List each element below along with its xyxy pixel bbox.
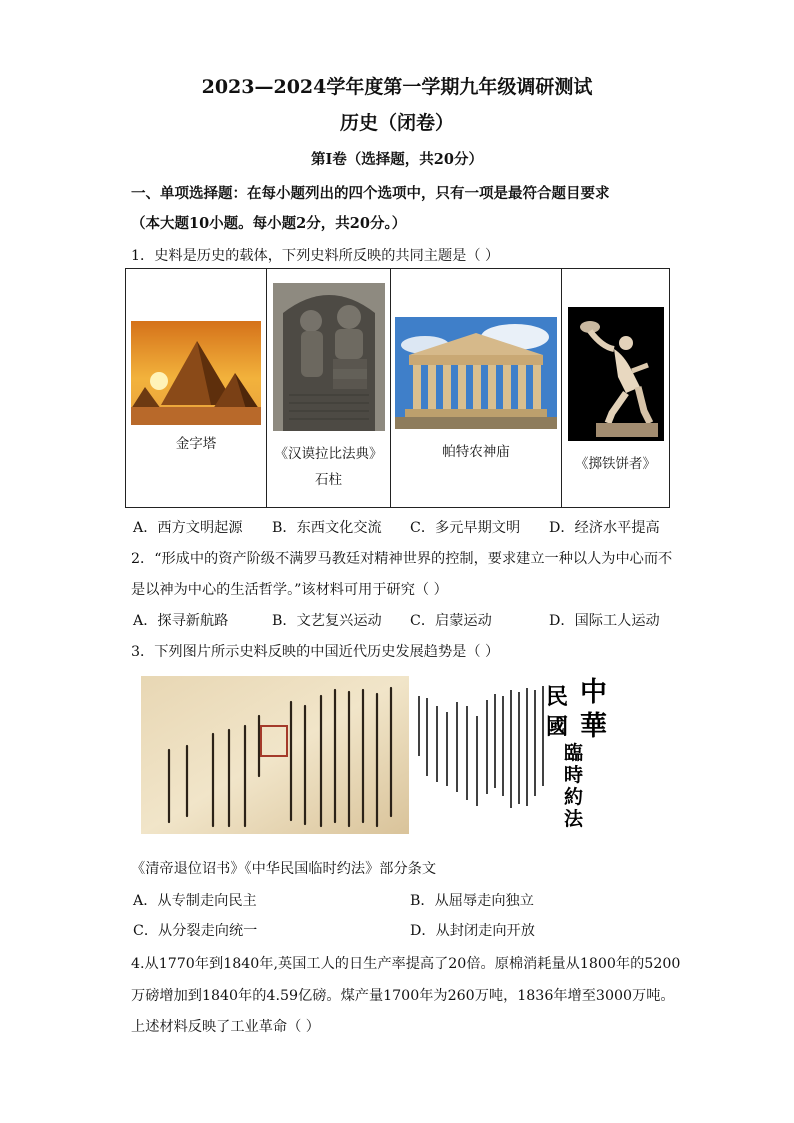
q1-caption-3: 帕特农神庙 [442, 444, 510, 460]
q2-option-d: D．国际工人运动 [549, 613, 660, 629]
q1-option-c: C．多元早期文明 [410, 520, 521, 536]
parthenon-image [395, 317, 557, 429]
hammurabi-stele-image [273, 283, 385, 431]
q2-option-c: C．启蒙运动 [410, 613, 492, 629]
q1-caption-2: 《汉谟拉比法典》 [274, 446, 383, 462]
q1-caption-2b: 石柱 [315, 472, 342, 488]
exam-title: 2023—2024学年度第一学期九年级调研测试 [201, 76, 593, 98]
q4-stem-line1: 4.从1770年到1840年,英国工人的日生产率提高了20倍。原棉消耗量从1800年的5200 [131, 956, 681, 972]
q2-option-a: A．探寻新航路 [133, 613, 229, 629]
section-instruction-line1: 一、单项选择题：在每小题列出的四个选项中，只有一项是最符合题目要求 [131, 185, 610, 202]
q3-document-images [141, 676, 611, 834]
constitution-subtitle: 臨時約法 [564, 742, 584, 830]
q3-option-a: A．从专制走向民主 [133, 893, 257, 909]
q1-caption-4: 《掷铁饼者》 [575, 456, 656, 472]
q1-caption-1: 金字塔 [175, 436, 217, 452]
q2-stem-line1: 2．“形成中的资产阶级不满罗马教廷对精神世界的控制，要求建立一种以人为中心而不 [131, 551, 673, 567]
pyramid-image [131, 321, 261, 425]
exam-part: 第Ⅰ卷（选择题，共20分） [311, 151, 483, 168]
q1-option-b: B．东西文化交流 [272, 520, 382, 536]
q1-figure-hammurabi [267, 269, 391, 508]
q3-image-caption: 《清帝退位诏书》《中华民国临时约法》部分条文 [131, 861, 437, 877]
q1-figure-parthenon [391, 269, 562, 508]
q3-stem: 3．下列图片所示史料反映的中国近代历史发展趋势是（ ） [131, 644, 500, 660]
q2-stem-line2: 是以神为中心的生活哲学。”该材料可用于研究（ ） [131, 582, 448, 598]
q3-option-b: B．从屈辱走向独立 [410, 893, 534, 909]
q1-figure-table [125, 268, 670, 508]
q3-option-c: C．从分裂走向统一 [133, 923, 258, 939]
q3-option-d: D．从封闭走向开放 [410, 923, 535, 939]
q2-option-b: B．文艺复兴运动 [272, 613, 382, 629]
exam-subject: 历史（闭卷） [339, 112, 454, 134]
discobolus-image [568, 307, 664, 441]
q1-figure-pyramids [126, 269, 267, 508]
q4-stem-line3: 上述材料反映了工业革命（ ） [131, 1019, 320, 1035]
constitution-title-right: 中華 [580, 677, 607, 742]
q1-option-a: A．西方文明起源 [133, 520, 243, 536]
q1-option-d: D．经济水平提高 [549, 520, 660, 536]
q1-stem: 1．史料是历史的载体，下列史料所反映的共同主题是（ ） [131, 248, 500, 264]
q1-figure-discobolus [562, 269, 670, 508]
constitution-title-left: 民國 [546, 684, 569, 740]
section-instruction-line2: （本大题10小题。每小题2分，共20分。） [131, 215, 407, 232]
q4-stem-line2: 万磅增加到1840年的4.59亿磅。煤产量1700年为260万吨，1836年增至3000万吨。 [131, 988, 675, 1004]
